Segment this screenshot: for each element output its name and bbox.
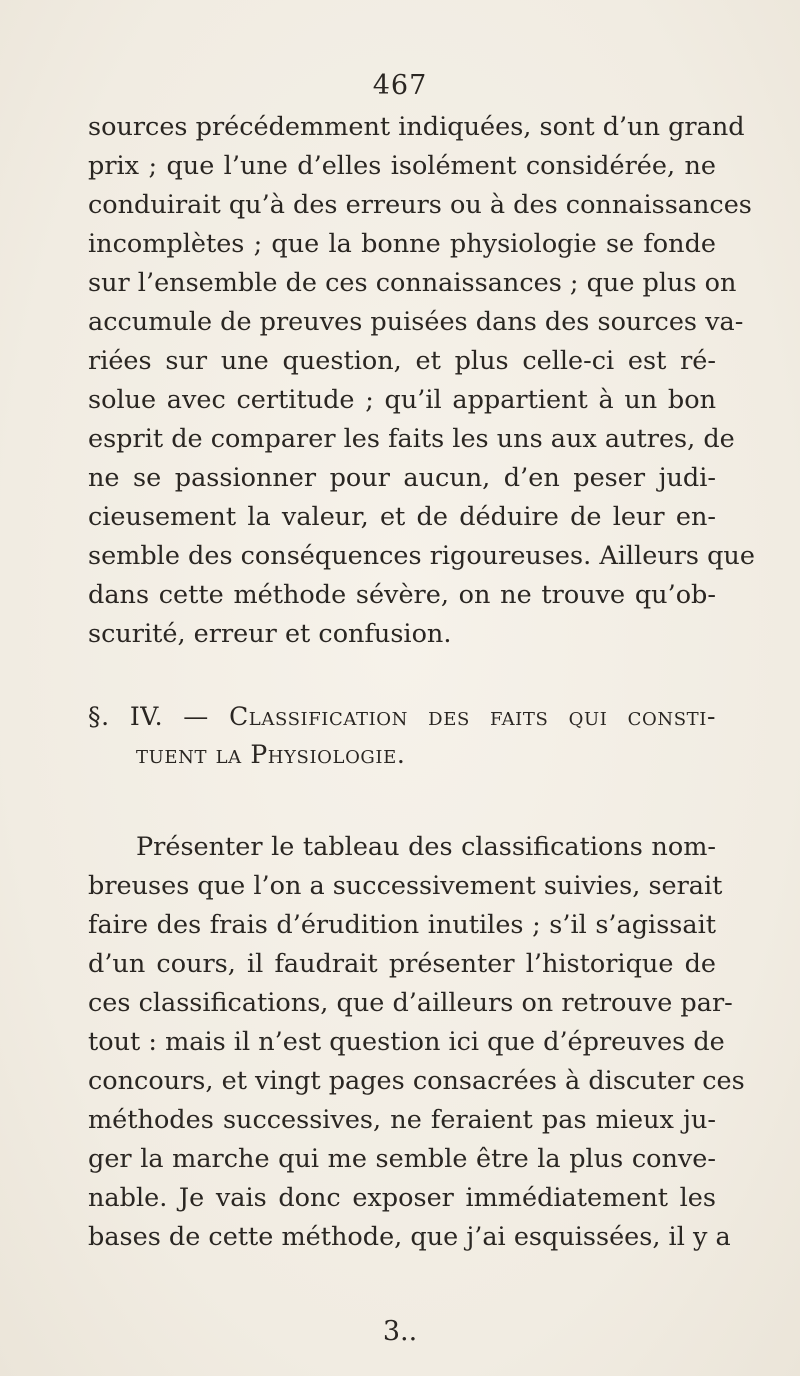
text-line: scurité, erreur et confusion. bbox=[88, 619, 452, 649]
text-line: incomplètes ; que la bonne physiologie se fonde bbox=[88, 229, 716, 259]
text-line: sur l’ensemble de ces connaissances ; que plus on bbox=[88, 268, 737, 298]
text-line: d’un cours, il faudrait présenter l’historique de bbox=[88, 949, 716, 979]
paragraph-1 bbox=[88, 108, 755, 654]
text-line: sources précédemment indiquées, sont d’un grand bbox=[88, 112, 745, 142]
paragraph-2 bbox=[88, 828, 745, 1257]
text-line: solue avec certitude ; qu’il appartient à un bon bbox=[88, 385, 716, 415]
text-line: semble des conséquences rigoureuses. Ailleurs que bbox=[88, 541, 755, 571]
text-line: conduirait qu’à des erreurs ou à des connaissances bbox=[88, 190, 752, 220]
section-heading-line: §. IV. — Classification des faits qui consti- bbox=[88, 702, 716, 731]
text-line: cieusement la valeur, et de déduire de leur en- bbox=[88, 502, 716, 532]
text-line: prix ; que l’une d’elles isolément considérée, ne bbox=[88, 151, 716, 181]
section-heading bbox=[88, 698, 716, 774]
text-line: faire des frais d’érudition inutiles ; s’il s’agissait bbox=[88, 910, 716, 940]
section-heading-line: tuent la Physiologie. bbox=[136, 740, 406, 769]
page-number: 467 bbox=[372, 70, 428, 101]
text-line: tout : mais il n’est question ici que d’épreuves de bbox=[88, 1027, 725, 1057]
text-line: breuses que l’on a successivement suivies, serait bbox=[88, 871, 723, 901]
text-line: ne se passionner pour aucun, d’en peser judi- bbox=[88, 463, 716, 493]
text-line: nable. Je vais donc exposer immédiatement les bbox=[88, 1183, 716, 1213]
text-line: ces classifications, que d’ailleurs on retrouve par- bbox=[88, 988, 733, 1018]
text-line: esprit de comparer les faits les uns aux autres, de bbox=[88, 424, 735, 454]
text-line: accumule de preuves puisées dans des sources va- bbox=[88, 307, 744, 337]
text-line: bases de cette méthode, que j’ai esquissées, il y a bbox=[88, 1222, 731, 1252]
text-line: méthodes successives, ne feraient pas mieux ju- bbox=[88, 1105, 716, 1135]
text-line: dans cette méthode sévère, on ne trouve qu’ob- bbox=[88, 580, 716, 610]
text-line: Présenter le tableau des classifications nom- bbox=[136, 832, 716, 862]
text-line: concours, et vingt pages consacrées à discuter ces bbox=[88, 1066, 745, 1096]
text-line: riées sur une question, et plus celle-ci est ré- bbox=[88, 346, 716, 376]
text-line: ger la marche qui me semble être la plus conve- bbox=[88, 1144, 716, 1174]
signature-mark: 3.. bbox=[382, 1316, 418, 1347]
